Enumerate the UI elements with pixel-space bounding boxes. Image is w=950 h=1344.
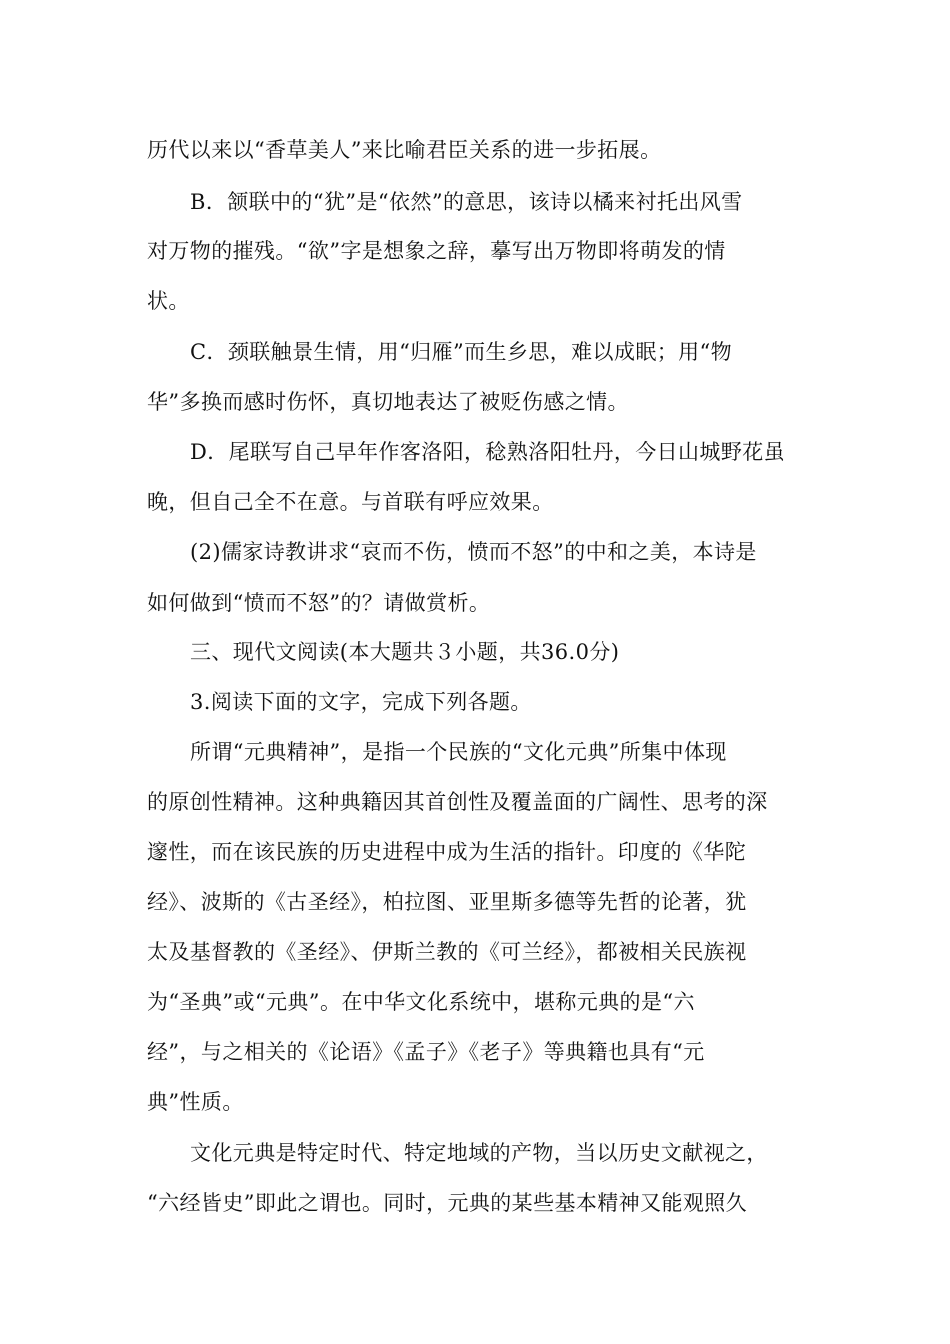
text-line: “六经皆史”即此之谓也。同时，元典的某些基本精神又能观照久	[147, 1191, 748, 1215]
text-line: B．颔联中的“犹”是“依然”的意思，该诗以橘来衬托出风雪	[190, 190, 743, 214]
text-line: 邃性，而在该民族的历史进程中成为生活的指针。印度的《华陀	[147, 840, 747, 864]
section-heading: 三、现代文阅读(本大题共３小题，共36.0分)	[190, 640, 620, 664]
text-line: 所谓“元典精神”，是指一个民族的“文化元典”所集中体现	[190, 740, 727, 764]
text-line: 状。	[147, 289, 190, 313]
text-line: 典”性质。	[147, 1090, 244, 1114]
text-line: 为“圣典”或“元典”。在中华文化系统中，堪称元典的是“六	[147, 990, 695, 1014]
text-line: 如何做到“愤而不怒”的？请做赏析。	[147, 591, 491, 615]
text-line: C．颈联触景生情，用“归雁”而生乡思，难以成眠；用“物	[190, 340, 733, 364]
text-line: 经”，与之相关的《论语》《孟子》《老子》等典籍也具有“元	[147, 1040, 705, 1064]
text-line: 文化元典是特定时代、特定地域的产物，当以历史文献视之，	[190, 1141, 768, 1165]
text-line: 华”多换而感时伤怀，真切地表达了被贬伤感之情。	[147, 390, 629, 414]
text-line: 晚，但自己全不在意。与首联有呼应效果。	[147, 490, 554, 514]
text-line: D．尾联写自己早年作客洛阳，稔熟洛阳牡丹，今日山城野花虽	[190, 440, 786, 464]
text-line: 对万物的摧残。“欲”字是想象之辞，摹写出万物即将萌发的情	[147, 239, 726, 263]
text-line: 太及基督教的《圣经》、伊斯兰教的《可兰经》，都被相关民族视	[147, 940, 747, 964]
text-line: (2)儒家诗教讲求“哀而不伤，愤而不怒”的中和之美，本诗是	[190, 540, 757, 564]
text-line: 的原创性精神。这种典籍因其首创性及覆盖面的广阔性、思考的深	[147, 790, 768, 814]
text-line: 经》、波斯的《古圣经》，柏拉图、亚里斯多德等先哲的论著，犹	[147, 890, 747, 914]
question-title: 3.阅读下面的文字，完成下列各题。	[190, 690, 532, 714]
text-line: 历代以来以“香草美人”来比喻君臣关系的进一步拓展。	[147, 138, 662, 162]
